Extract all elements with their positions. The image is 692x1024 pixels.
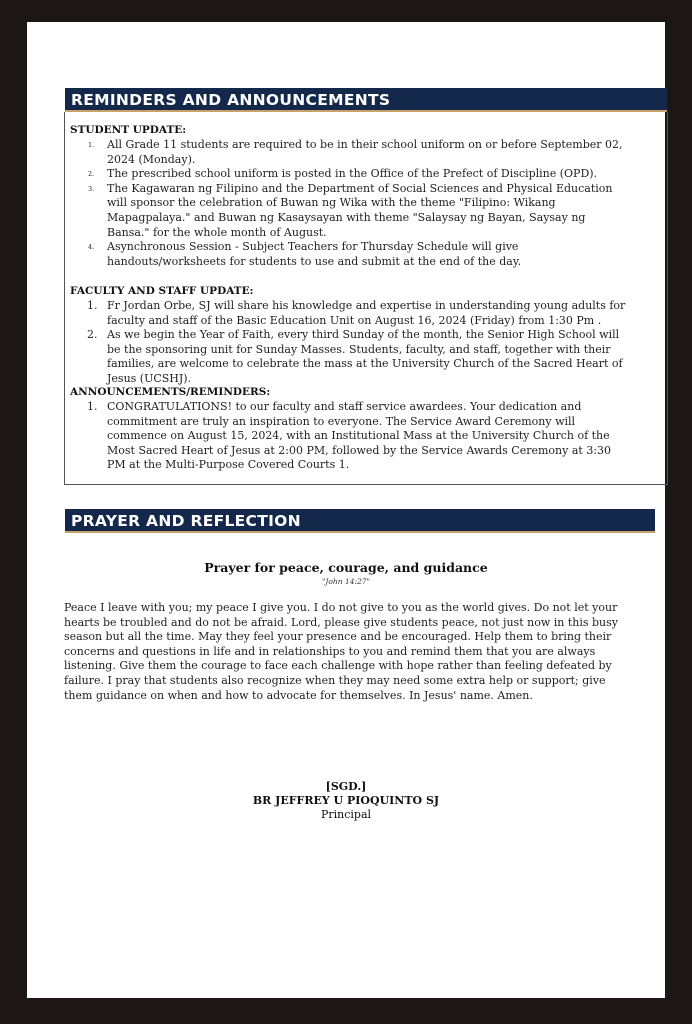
list-text: As we begin the Year of Faith, every third Sunday of the month, the Senior High School will be the sponsoring unit for Sunday Masses. Students, faculty, and staff, together with their families, are welcome to celebrate the mass at the University Church of the Sacred Heart of Jesus (UCSHJ). — [107, 328, 623, 385]
prayer-reference: "John 14:27" — [321, 577, 371, 586]
list-text: All Grade 11 students are required to be in their school uniform on or before September 02, 2024 (Monday). — [107, 138, 623, 166]
list-item — [87, 400, 632, 473]
announcements-heading: ANNOUNCEMENTS/REMINDERS: — [70, 386, 271, 398]
list-number: 2. — [87, 328, 98, 342]
student-update-heading: STUDENT UPDATE: — [70, 124, 187, 136]
announcements-list — [87, 400, 632, 473]
faculty-update-heading: FACULTY AND STAFF UPDATE: — [70, 285, 254, 297]
list-text: The Kagawaran ng Filipino and the Department of Social Sciences and Physical Education will sponsor the celebration of Buwan ng Wika with the theme "Filipino: Wikang Mapagpalaya." and Buwan ng Kasaysayan with theme "Salaysay ng Bayan, Saysay ng Bansa." for the whole month of August. — [107, 181, 613, 239]
list-item — [88, 240, 627, 269]
list-number: 1. — [88, 141, 95, 149]
student-update-list — [88, 138, 627, 269]
list-number: 1. — [87, 400, 98, 413]
list-number: 1. — [87, 299, 98, 312]
list-item — [87, 299, 632, 328]
list-number: 2. — [88, 170, 95, 179]
list-text: CONGRATULATIONS! to our faculty and staff service awardees. Your dedication and commitment are truly an inspiration to everyone. The Service Award Ceremony will commence on August 15, 2024, with an Institutional Mass at the University Church of the Most Sacred Heart of Jesus at 2:00 PM, followed by the Service Awards Ceremony at 3:30 PM at the Multi-Purpose Covered Courts 1. — [107, 400, 612, 472]
list-number: 4. — [88, 243, 95, 252]
prayer-banner: PRAYER AND REFLECTION — [65, 509, 655, 533]
list-text: The prescribed school uniform is posted in the Office of the Prefect of Discipline (OPD). — [107, 167, 598, 181]
faculty-update-list — [87, 299, 632, 387]
list-item — [87, 328, 632, 386]
prayer-title: Prayer for peace, courage, and guidance — [204, 560, 488, 575]
list-number: 3. — [88, 184, 95, 193]
signature-sgd: [SGD.] — [325, 780, 367, 793]
signatory-role: Principal — [320, 808, 372, 821]
signatory-name: BR JEFFREY U PIOQUINTO SJ — [252, 794, 440, 807]
list-item — [88, 167, 627, 182]
reminders-banner: REMINDERS AND ANNOUNCEMENTS — [65, 88, 667, 112]
document-page — [27, 22, 665, 998]
list-text: Fr Jordan Orbe, SJ will share his knowledge and expertise in understanding young adults for faculty and staff of the Basic Education Unit on August 16, 2024 (Friday) from 1:30 Pm . — [107, 299, 626, 327]
prayer-body: Peace I leave with you; my peace I give you. I do not give to you as the world gives. Do not let your hearts be troubled and do not be afraid. Lord, please give students peace, not just now in this busy season but all the time. May they feel your presence and be encouraged. Help them to bring their concerns and questions in life and in relationships to you and remind them that you are always listening. Give them the courage to face each challenge with hope rather than feeling defeated by failure. I pray that students also recognize when they may need some extra help or support; give them guidance on when and how to advocate for themselves. In Jesus' name. Amen. — [64, 601, 618, 702]
list-item — [88, 181, 627, 240]
list-item — [88, 138, 627, 167]
list-text: Asynchronous Session - Subject Teachers for Thursday Schedule will give handouts/worksheets for students to use and submit at the end of the day. — [107, 240, 522, 268]
